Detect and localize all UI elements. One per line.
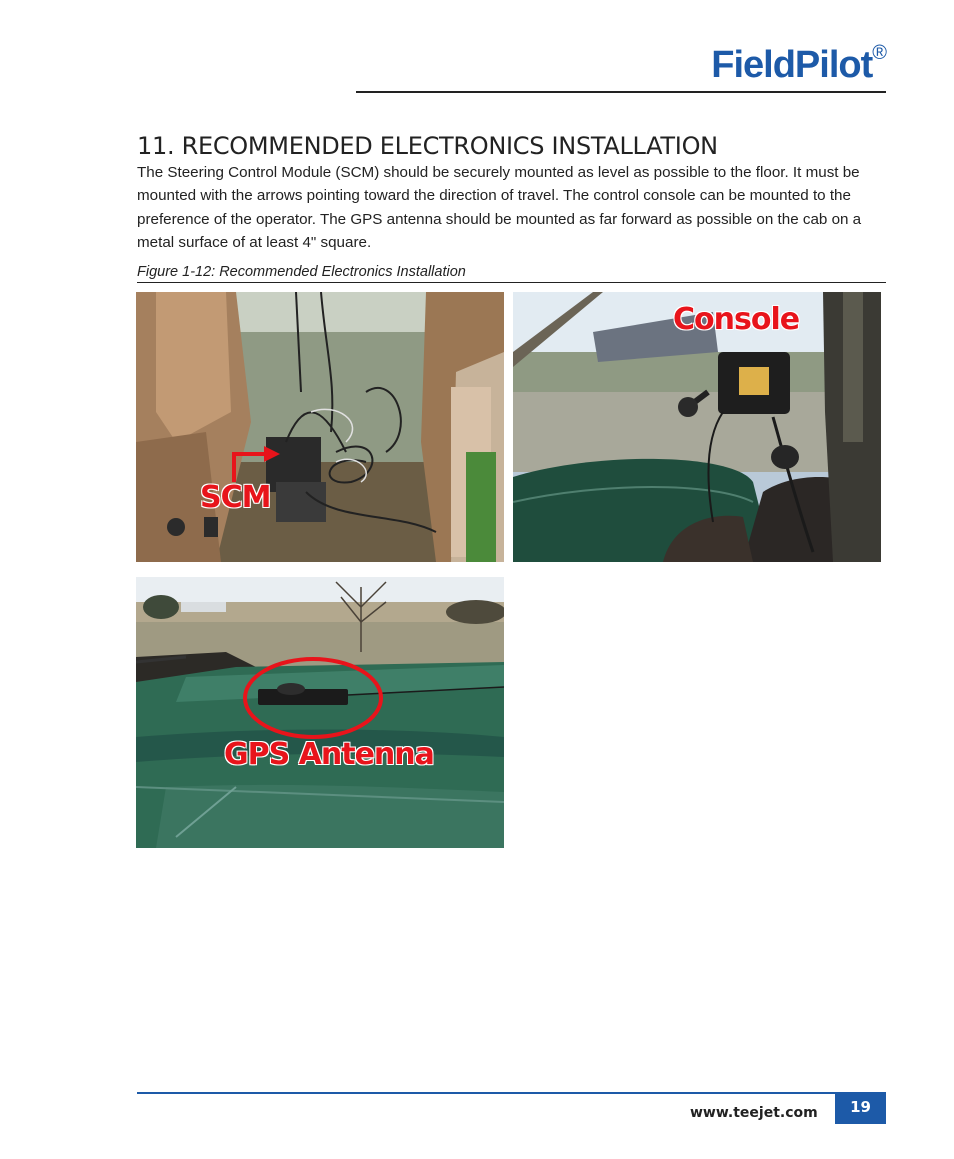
registered-mark: ®	[872, 42, 886, 64]
console-label: Console	[673, 302, 800, 337]
footer-rule	[137, 1092, 886, 1094]
scm-label: SCM	[200, 480, 271, 515]
website-link[interactable]: www.teejet.com	[690, 1105, 818, 1121]
section-body: The Steering Control Module (SCM) should be securely mounted as level as possible to the floor. It must be mounted with the arrows pointing toward the direction of travel. The control console can be mounted to the preference of the operator. The GPS antenna should be mounted as far forward as possible on the cab on a metal surface of at least 4" square.	[137, 164, 862, 251]
figure-caption: Figure 1-12: Recommended Electronics Installation	[137, 264, 466, 280]
scm-photo	[136, 292, 504, 562]
gps-antenna-photo	[136, 577, 504, 848]
page-number: 19	[835, 1093, 886, 1124]
console-photo	[513, 292, 881, 562]
brand-name: FieldPilot	[711, 44, 873, 86]
gps-antenna-label: GPS Antenna	[224, 737, 434, 772]
header-rule	[356, 91, 886, 93]
caption-rule	[137, 282, 886, 283]
section-title: 11. RECOMMENDED ELECTRONICS INSTALLATION	[137, 132, 718, 160]
brand-logo	[711, 42, 886, 87]
